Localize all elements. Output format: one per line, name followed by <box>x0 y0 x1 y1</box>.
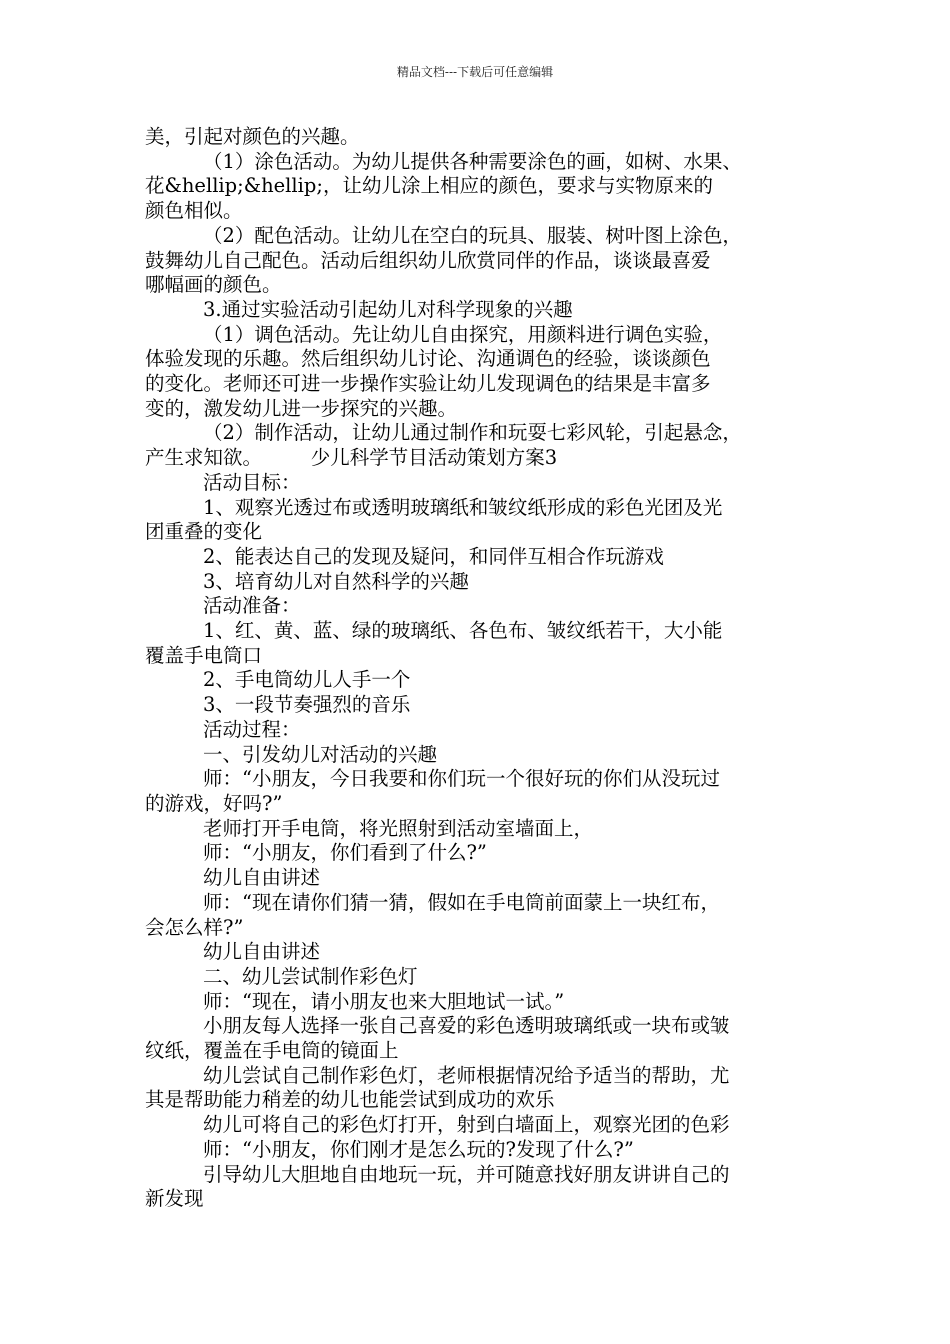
text-line: 师：“现在，请小朋友也来大胆地试一试。” <box>203 989 565 1013</box>
text-line: 师：“现在请你们猜一猜，假如在手电筒前面蒙上一块红布， <box>203 890 720 914</box>
text-line: 小朋友每人选择一张自己喜爱的彩色透明玻璃纸或一块布或皱 <box>203 1014 730 1038</box>
text-line: 2、能表达自己的发现及疑问，和同伴互相合作玩游戏 <box>203 544 664 568</box>
text-line: 幼儿自由讲述 <box>203 940 321 964</box>
text-line: 的变化。老师还可进一步操作实验让幼儿发现调色的结果是丰富多 <box>145 372 711 396</box>
text-line: 哪幅画的颜色。 <box>145 273 282 297</box>
text-line: 活动目标： <box>203 470 301 494</box>
text-line: 3、一段节奏强烈的音乐 <box>203 693 411 717</box>
document-body <box>145 125 815 1212</box>
text-line: 2、手电筒幼儿人手一个 <box>203 668 411 692</box>
text-line: 其是帮助能力稍差的幼儿也能尝试到成功的欢乐 <box>145 1088 555 1112</box>
text-line: 老师打开手电筒，将光照射到活动室墙面上， <box>203 816 594 840</box>
text-line: （2）配色活动。让幼儿在空白的玩具、服装、树叶图上涂色， <box>203 223 742 247</box>
text-line: （2）制作活动，让幼儿通过制作和玩耍七彩风轮，引起悬念， <box>203 421 742 445</box>
text-line: 一、引发幼儿对活动的兴趣 <box>203 742 438 766</box>
text-line: 活动准备： <box>203 594 301 618</box>
text-line: 会怎么样?” <box>145 915 244 939</box>
text-line: （1）调色活动。先让幼儿自由探究，用颜料进行调色实验， <box>203 322 723 346</box>
header-text: 精品文档---下载后可任意编辑 <box>396 65 554 79</box>
text-line: 产生求知欲。 少儿科学节目活动策划方案3 <box>145 446 558 470</box>
text-line: 3.通过实验活动引起幼儿对科学现象的兴趣 <box>203 297 573 321</box>
text-line: 师：“小朋友，你们看到了什么?” <box>203 841 487 865</box>
text-line: 变的，激发幼儿进一步探究的兴趣。 <box>145 396 458 420</box>
text-line: 引导幼儿大胆地自由地玩一玩，并可随意找好朋友讲讲自己的 <box>203 1162 730 1186</box>
text-line: 的游戏，好吗?” <box>145 791 283 815</box>
text-line: 活动过程： <box>203 717 301 741</box>
text-line: 美，引起对颜色的兴趣。 <box>145 125 360 148</box>
text-line: 师：“小朋友，你们刚才是怎么玩的?发现了什么?” <box>203 1137 634 1161</box>
text-line: 体验发现的乐趣。然后组织幼儿讨论、沟通调色的经验，谈谈颜色 <box>145 347 711 371</box>
text-line: 师：“小朋友，今日我要和你们玩一个很好玩的你们从没玩过 <box>203 767 720 791</box>
page-header <box>0 64 950 80</box>
text-line: 3、培育幼儿对自然科学的兴趣 <box>203 569 469 593</box>
text-line: 幼儿自由讲述 <box>203 866 321 890</box>
text-line: 花&hellip;&hellip;，让幼儿涂上相应的颜色，要求与实物原来的 <box>145 174 713 198</box>
text-line: 覆盖手电筒口 <box>145 643 263 667</box>
text-line: 1、观察光透过布或透明玻璃纸和皱纹纸形成的彩色光团及光 <box>203 495 723 519</box>
text-line: 颜色相似。 <box>145 199 243 223</box>
text-line: 幼儿尝试自己制作彩色灯，老师根据情况给予适当的帮助，尤 <box>203 1063 730 1087</box>
text-line: 二、幼儿尝试制作彩色灯 <box>203 964 418 988</box>
text-line: （1）涂色活动。为幼儿提供各种需要涂色的画，如树、水果、 <box>203 149 742 173</box>
text-line: 幼儿可将自己的彩色灯打开，射到白墙面上，观察光团的色彩 <box>203 1113 730 1137</box>
text-line: 鼓舞幼儿自己配色。活动后组织幼儿欣赏同伴的作品，谈谈最喜爱 <box>145 248 711 272</box>
text-line: 纹纸，覆盖在手电筒的镜面上 <box>145 1039 399 1063</box>
text-line: 新发现 <box>145 1187 204 1211</box>
text-line: 团重叠的变化 <box>145 520 263 544</box>
text-line: 1、红、黄、蓝、绿的玻璃纸、各色布、皱纹纸若干，大小能 <box>203 619 723 643</box>
